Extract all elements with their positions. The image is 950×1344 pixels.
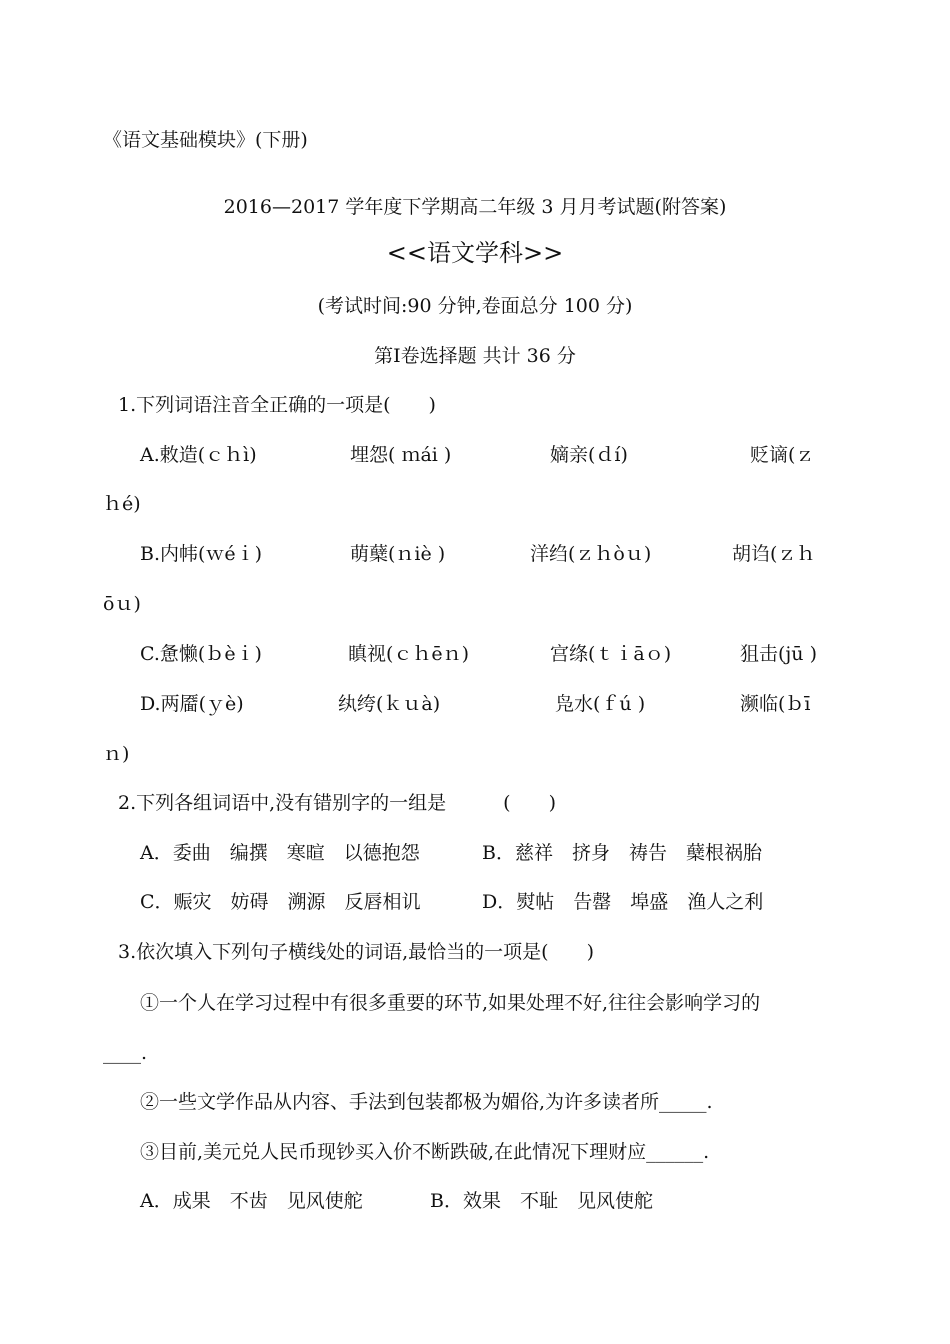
option-a-item-3: 嫡亲(ｄí): [550, 444, 628, 466]
option-d-item-2: 纨绔(ｋｕà): [338, 693, 441, 715]
question-2-option-a: A．委曲 编撰 寒暄 以德抱怨: [140, 842, 420, 864]
exam-title: 2016—2017 学年度下学期高二年级 3 月月考试题(附答案): [223, 196, 727, 218]
option-c-item-4: 狙击(jū ): [740, 643, 817, 665]
question-3-sentence-3: ③目前,美元兑人民币现钞买入价不断跌破,在此情况下理财应______.: [140, 1141, 710, 1163]
option-a-item-1: A.敕造(ｃｈì): [140, 444, 257, 466]
exam-time-info: (考试时间:90 分钟,卷面总分 100 分): [317, 295, 633, 317]
subject-title: <<语文学科>>: [386, 239, 564, 267]
option-b-item-1: B.内帏(ｗéｉ): [140, 543, 263, 565]
question-1-option-c: [0, 642, 950, 666]
question-1-option-b: [0, 542, 950, 566]
option-d-item-4: 濒临(ｂī: [740, 693, 811, 715]
option-a-item-2: 埋怨( ｍái ): [350, 444, 452, 466]
question-2-options-row-2: [0, 890, 950, 914]
question-3-sentence-1: ①一个人在学习过程中有很多重要的环节,如果处理不好,往往会影响学习的: [140, 992, 761, 1014]
option-c-item-1: C.惫懒(ｂèｉ): [140, 643, 262, 665]
option-b-item-4: 胡诌(ｚｈ: [732, 543, 816, 565]
question-1-option-a: [0, 443, 950, 467]
question-1-stem: 1.下列词语注音全正确的一项是( ): [118, 394, 436, 416]
question-3-sentence-1-blank: ____.: [103, 1042, 148, 1064]
question-3-sentence-2: ②一些文学作品从内容、手法到包装都极为媚俗,为许多读者所_____.: [140, 1091, 713, 1113]
option-d-wrap: ｎ): [103, 743, 130, 765]
question-2-option-d: D．熨帖 告罄 埠盛 渔人之利: [482, 891, 764, 913]
question-2-options-row-1: [0, 841, 950, 865]
option-b-wrap: ōｕ): [103, 593, 141, 615]
question-3-options-row-1: [0, 1189, 950, 1213]
question-1-option-d: [0, 692, 950, 716]
option-b-item-2: 萌蘖(ｎiè ): [350, 543, 446, 565]
option-c-item-3: 宫绦(ｔｉāｏ): [550, 643, 672, 665]
option-d-item-3: 凫水(ｆú ): [555, 693, 646, 715]
option-a-wrap: ｈé): [103, 493, 141, 515]
question-3-stem: 3.依次填入下列句子横线处的词语,最恰当的一项是( ): [118, 941, 594, 963]
question-2-option-b: B．慈祥 挤身 祷告 蘖根祸胎: [482, 842, 762, 864]
question-2-option-c: C．赈灾 妨碍 溯源 反唇相讥: [140, 891, 421, 913]
option-b-item-3: 洋绉(ｚｈòｕ): [530, 543, 652, 565]
option-d-item-1: D.两靥(ｙè): [140, 693, 244, 715]
question-3-option-a: A．成果 不齿 见风使舵: [140, 1190, 363, 1212]
question-3-option-b: B．效果 不耻 见风使舵: [430, 1190, 653, 1212]
book-title: 《语文基础模块》(下册): [103, 129, 308, 151]
option-c-item-2: 瞋视(ｃｈēｎ): [348, 643, 470, 665]
question-2-stem: 2.下列各组词语中,没有错别字的一组是 ( ): [118, 792, 556, 814]
option-a-item-4: 贬谪(ｚ: [750, 444, 815, 466]
section-heading: 第Ⅰ卷选择题 共计 36 分: [374, 345, 576, 367]
